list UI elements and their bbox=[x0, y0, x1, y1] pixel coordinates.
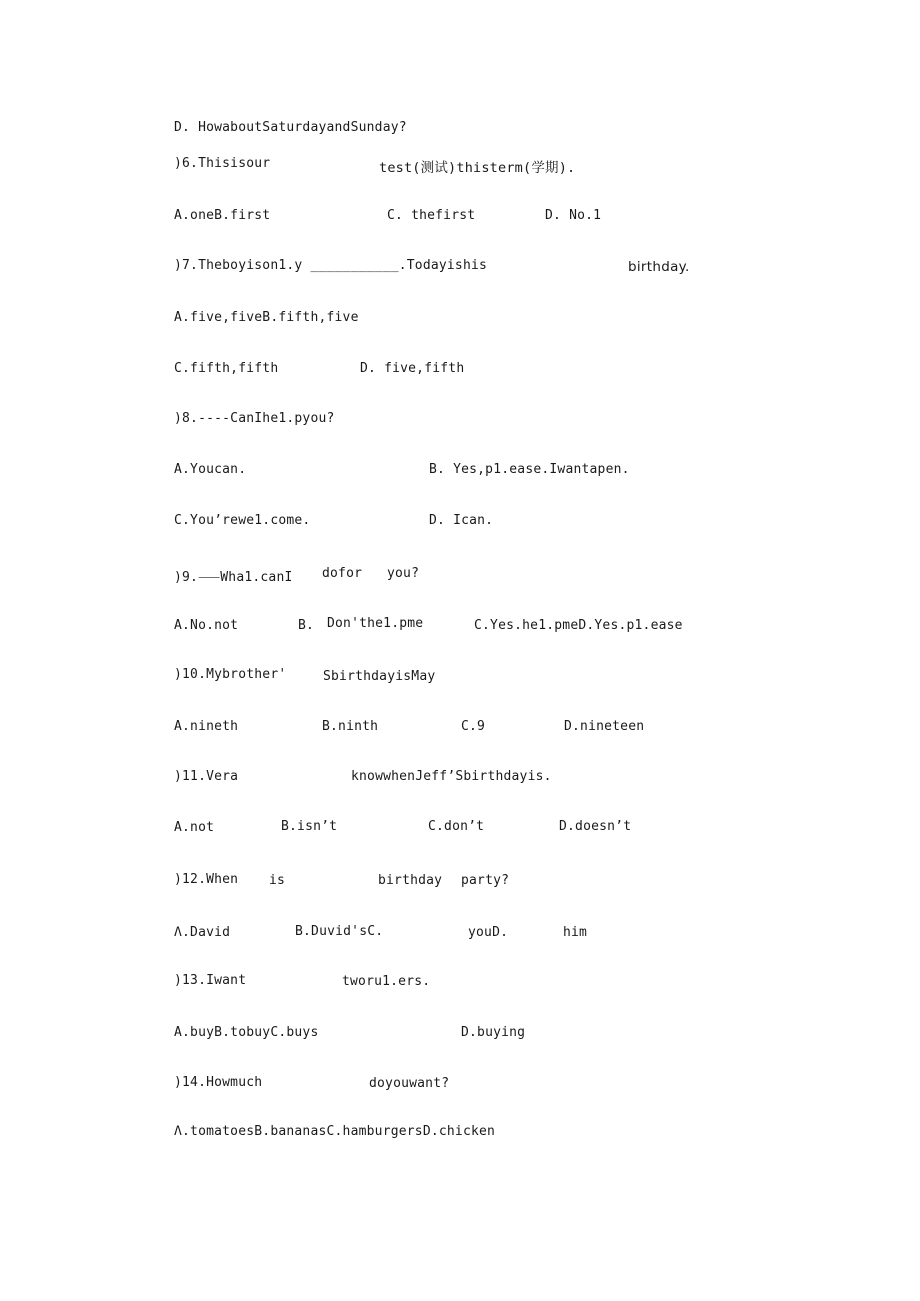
q7-option-c: C.fifth,fifth bbox=[174, 361, 279, 376]
q11-stem-end: knowwhenJeff’Sbirthdayis. bbox=[351, 769, 552, 784]
q13-option-abc: A.buyB.tobuyC.buys bbox=[174, 1025, 319, 1040]
q12-stem-end: party? bbox=[461, 873, 510, 888]
q12-stem-birthday: birthday bbox=[378, 873, 443, 888]
q12-stem-start: )12.When bbox=[174, 872, 239, 887]
q10-option-a: A.nineth bbox=[174, 719, 239, 734]
q7-stem-end: birthday. bbox=[628, 259, 690, 275]
q6-option-ab: A.oneB.first bbox=[174, 208, 271, 223]
q8-option-b: B. Yes,p1.ease.Iwantapen. bbox=[429, 462, 630, 477]
q5-option-d: D. HowaboutSaturdayandSunday? bbox=[174, 120, 407, 135]
q14-stem-end: doyouwant? bbox=[369, 1076, 450, 1091]
q9-stem-end: you? bbox=[387, 566, 420, 581]
q6-option-d: D. No.1 bbox=[545, 208, 602, 223]
q12-option-d: him bbox=[563, 925, 588, 940]
q9-option-b-label: B. bbox=[298, 618, 315, 633]
q9-option-cd: C.Yes.he1.pmeD.Yes.p1.ease bbox=[474, 618, 683, 633]
q8-option-a: A.Youcan. bbox=[174, 462, 247, 477]
q6-stem-end: test(测试)thisterm(学期). bbox=[379, 160, 576, 176]
q6-stem-start: )6.Thisisour bbox=[174, 156, 271, 171]
q13-option-d: D.buying bbox=[461, 1025, 526, 1040]
q14-stem-start: )14.Howmuch bbox=[174, 1075, 263, 1090]
q7-stem-start: )7.Theboyison1.y ___________.Todayishis bbox=[174, 258, 488, 273]
q10-option-b: B.ninth bbox=[322, 719, 379, 734]
q6-option-c: C. thefirst bbox=[387, 208, 476, 223]
q11-option-d: D.doesn’t bbox=[559, 819, 632, 834]
q11-option-a: A.not bbox=[174, 820, 215, 835]
q9-stem-start: )9.⸺Wha1.canI bbox=[174, 570, 293, 585]
q10-stem-start: )10.Mybrother' bbox=[174, 667, 287, 682]
q9-option-b: Don'the1.pme bbox=[327, 616, 424, 631]
q12-stem-is: is bbox=[269, 873, 286, 888]
q14-options: Λ.tomatoesB.bananasC.hamburgersD.chicken bbox=[174, 1124, 496, 1139]
q10-option-d: D.nineteen bbox=[564, 719, 645, 734]
q10-stem-end: SbirthdayisMay bbox=[323, 669, 436, 684]
q13-stem-start: )13.Iwant bbox=[174, 973, 247, 988]
q12-option-cd: youD. bbox=[468, 925, 509, 940]
q13-stem-end: tworu1.ers. bbox=[342, 974, 431, 989]
q10-option-c: C.9 bbox=[461, 719, 486, 734]
q7-option-ab: A.five,fiveB.fifth,five bbox=[174, 310, 359, 325]
q8-option-c: C.You’rewe1.come. bbox=[174, 513, 311, 528]
q11-option-c: C.don’t bbox=[428, 819, 485, 834]
q8-option-d: D. Ican. bbox=[429, 513, 494, 528]
q12-option-a: Λ.David bbox=[174, 925, 231, 940]
q7-option-d: D. five,fifth bbox=[360, 361, 465, 376]
q11-stem-start: )11.Vera bbox=[174, 769, 239, 784]
q9-stem-middle: dofor bbox=[322, 566, 363, 581]
q9-option-a: A.No.not bbox=[174, 618, 239, 633]
q12-option-bc: B.Duvid'sC. bbox=[295, 924, 384, 939]
q8-stem: )8.----CanIhe1.pyou? bbox=[174, 411, 335, 426]
q11-option-b: B.isn’t bbox=[281, 819, 338, 834]
